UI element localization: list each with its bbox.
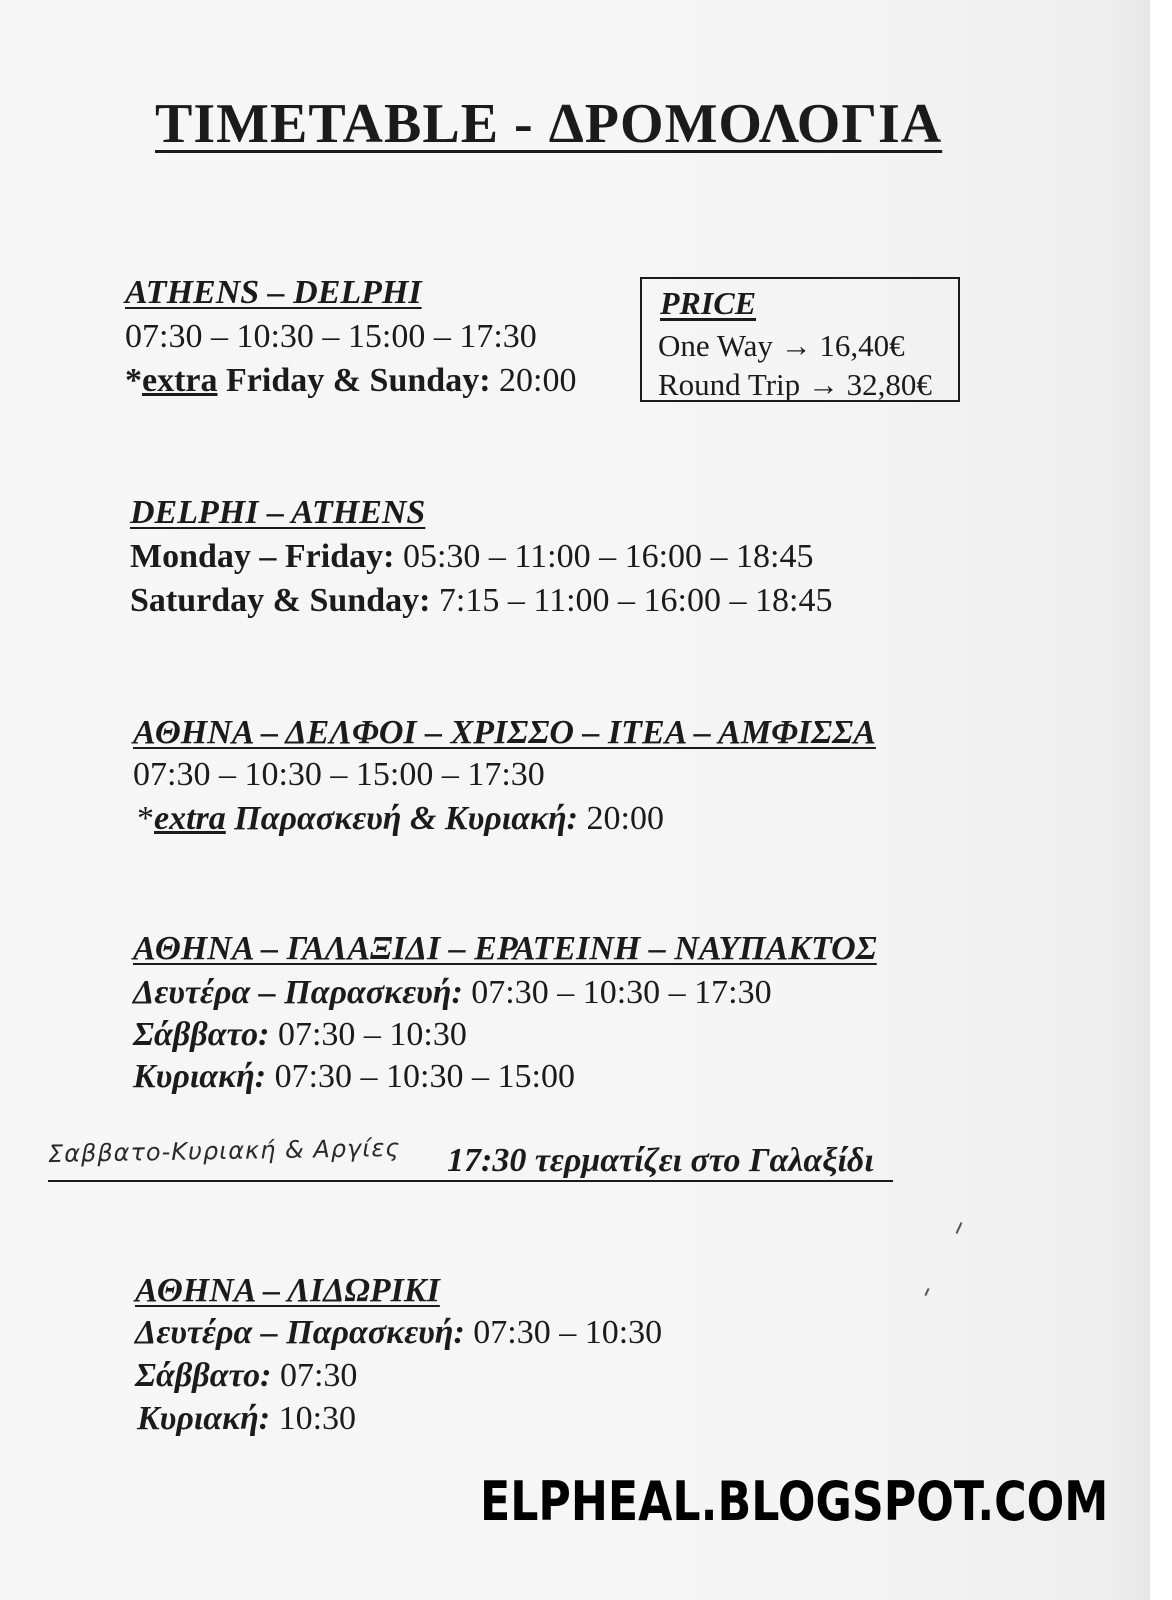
- heading-athina-lidoriki: ΑΘΗΝΑ – ΛΙΔΩΡΙΚΙ: [135, 1272, 440, 1309]
- extra-days: Friday & Sunday:: [217, 362, 491, 399]
- blog-watermark: ELPHEAL.BLOGSPOT.COM: [479, 1470, 1108, 1533]
- weekend-label: Saturday & Sunday:: [130, 582, 431, 619]
- extra-star: *: [137, 800, 154, 837]
- weekday-times: 07:30 – 10:30: [464, 1314, 663, 1351]
- price-round-trip: Round Trip → 32,80€: [658, 367, 932, 402]
- sunday-label: Κυριακή:: [133, 1058, 267, 1095]
- athens-delphi-times: 07:30 – 10:30 – 15:00 – 17:30: [125, 318, 537, 355]
- price-heading: PRICE: [660, 285, 757, 321]
- delphi-athens-weekday: [130, 538, 813, 576]
- weekday-times: 05:30 – 11:00 – 16:00 – 18:45: [394, 538, 814, 575]
- sunday-times: 07:30 – 10:30 – 15:00: [266, 1058, 575, 1095]
- heading-athina-amfissa: ΑΘΗΝΑ – ΔΕΛΦΟΙ – ΧΡΙΣΣΟ – ΙΤΕΑ – ΑΜΦΙΣΣΑ: [133, 714, 876, 751]
- nafpaktos-saturday: [133, 1016, 467, 1054]
- sunday-label: Κυριακή:: [137, 1400, 271, 1437]
- saturday-times: 07:30 – 10:30: [269, 1016, 467, 1053]
- saturday-label: Σάββατο:: [135, 1357, 272, 1394]
- weekday-label: Δευτέρα – Παρασκευή:: [133, 974, 463, 1011]
- saturday-label: Σάββατο:: [133, 1016, 270, 1053]
- note-underline: [48, 1180, 893, 1182]
- athina-amfissa-times: 07:30 – 10:30 – 15:00 – 17:30: [133, 756, 545, 793]
- weekday-label: Δευτέρα – Παρασκευή:: [135, 1314, 465, 1351]
- athens-delphi-extra: [125, 362, 576, 400]
- extra-days: Παρασκευή & Κυριακή:: [225, 800, 578, 837]
- sunday-times: 10:30: [270, 1400, 357, 1437]
- lidoriki-saturday: [135, 1357, 357, 1395]
- lidoriki-sunday: [137, 1400, 356, 1438]
- extra-word: extra: [142, 362, 218, 399]
- weekday-times: 07:30 – 10:30 – 17:30: [462, 974, 772, 1011]
- weekend-times: 7:15 – 11:00 – 16:00 – 18:45: [430, 582, 833, 619]
- galaxidi-note: 17:30 τερματίζει στο Γαλαξίδι: [447, 1142, 874, 1179]
- price-one-way: One Way → 16,40€: [658, 328, 905, 363]
- page-title: TIMETABLE - ΔΡΟΜΟΛΟΓΙΑ: [155, 93, 943, 155]
- delphi-athens-weekend: [130, 582, 832, 620]
- nafpaktos-sunday: [133, 1058, 575, 1096]
- saturday-times: 07:30: [271, 1357, 358, 1394]
- athina-amfissa-extra: [137, 800, 664, 838]
- heading-athens-delphi: ATHENS – DELPHI: [125, 274, 422, 311]
- extra-star: *: [125, 362, 142, 399]
- handwritten-note: Σαββατο-Κυριακή & Αργίες: [47, 1133, 401, 1169]
- weekday-label: Monday – Friday:: [130, 538, 395, 575]
- heading-delphi-athens: DELPHI – ATHENS: [130, 494, 426, 531]
- extra-time: 20:00: [490, 362, 577, 399]
- nafpaktos-weekday: [133, 974, 772, 1012]
- page-edge: [1150, 0, 1172, 1600]
- lidoriki-weekday: [135, 1314, 662, 1352]
- extra-time: 20:00: [578, 800, 664, 837]
- extra-word: extra: [154, 800, 226, 837]
- heading-athina-nafpaktos: ΑΘΗΝΑ – ΓΑΛΑΞΙΔΙ – ΕΡΑΤΕΙΝΗ – ΝΑΥΠΑΚΤΟΣ: [133, 930, 877, 967]
- price-box: [640, 277, 960, 402]
